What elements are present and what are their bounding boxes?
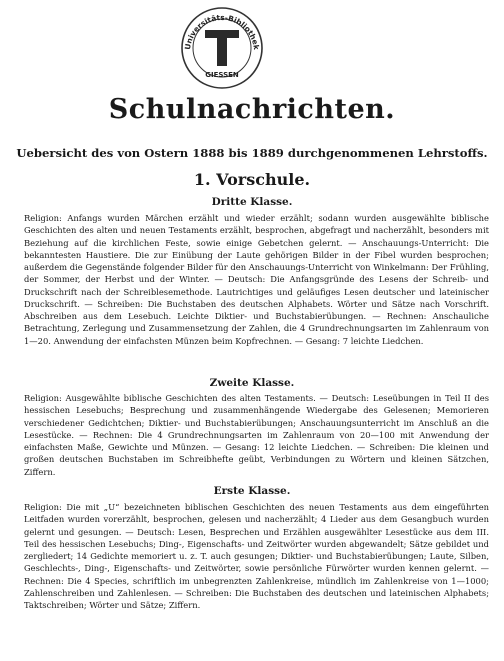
page-title: Schulnachrichten. xyxy=(108,94,396,125)
class-text-second: Religion: Ausgewählte biblische Geschichten des alten Testaments. — Deutsch: Leseübungen in Teil II des hessischen Lesebuchs; Besprechung und zusammenhängende Wiedergabe des Gelesenen; Memorieren verschiedener Gedichtchen; Diktier- und Buchstabierübungen; Anschauungsunterricht im Anschluß an die Lesestücke. — Rechnen: Die 4 Grundrechnungsarten im Zahlenraum von 20—100 mit Anwendung der einfachsten Maße, Gewichte und Münzen. — Gesang: 12 leichte Liedchen. — Schreiben: Die kleinen und großen deutschen Buchstaben im Schreibhefte geübt, Verbindungen zu Wörtern und kleinen Sätzchen, Ziffern. xyxy=(24,393,489,477)
svg-text:Universitäts-Bibliothek: Universitäts-Bibliothek xyxy=(183,12,261,51)
class-heading-second: Zweite Klasse. xyxy=(209,377,295,389)
class-heading-third: Dritte Klasse. xyxy=(211,196,293,208)
page-subtitle: Uebersicht des von Ostern 1888 bis 1889 durchgenommenen Lehrstoffs. xyxy=(16,146,488,160)
class-heading-first: Erste Klasse. xyxy=(213,485,291,497)
class-text-third: Religion: Anfangs wurden Märchen erzählt und wieder erzählt; sodann wurden ausgewählte biblische Geschichten des alten und neuen Testaments erzählt, besprochen, abgefragt und nacherzählt, besonders mit Beziehung auf die kirchlichen Feste, sowie einige Gebetchen gelernt. — Anschauungs-Unterricht: Die bekanntesten Haustiere. Die zur Einübung der Laute gehörigen Bilder in der Fibel wurden besprochen; außerdem die Gegenstände folgender Bilder für den Anschauungs-Unterricht von Winkelmann: Der Frühling, der Sommer, der Herbst und der Winter. — Deutsch: Die Anfangsgründe des Lesens der Schreib- und Druckschrift nach der Schreiblesemethode. Lautrichtiges und geläufiges Lesen deutscher und lateinischer Druckschrift. — Schreiben: Die Buchstaben des deutschen Alphabets. Wörter und Sätze nach Vorschrift. Abschreiben aus dem Lesebuch. Leichte Diktier- und Buchstabierübungen. — Rechnen: Anschauliche Betrachtung, Zerlegung und Zusammensetzung der Zahlen, die 4 Grundrechnungsarten im Zahlenraum von 1—20. Anwendung der einfachsten Münzen beim Kopfrechnen. — Gesang: 7 leichte Liedchen. xyxy=(24,213,489,346)
class-text-first: Religion: Die mit „U“ bezeichneten biblischen Geschichten des neuen Testaments aus dem eingeführten Leitfaden wurden vorerzählt, besprochen, gelesen und nacherzählt; 4 Lieder aus dem Gesangbuch wurden gelernt und gesungen. — Deutsch: Lesen, Besprechen und Erzählen ausgewählter Lesestücke aus dem III. Teil des hessischen Lesebuchs; Ding-, Eigenschafts- und Zeitwörter wurden abgewandelt; Sätze gebildet und zergliedert; 14 Gedichte memoriert u. z. T. auch gesungen; Diktier- und Buchstabierübungen; Laute, Silben, Geschlechts-, Ding-, Eigenschafts- und Zeitwörter, sowie persönliche Fürwörter wurden kennen gelernt. — Rechnen: Die 4 Species, schriftlich im unbegrenzten Zahlenkreise, mündlich im Zahlenkreise von 1—1000; Zahlenschreiben und Zahlenlesen. — Schreiben: Die Buchstaben des deutschen und lateinischen Alphabets; Taktschreiben; Wörter und Sätze; Ziffern. xyxy=(24,502,489,610)
stamp-city: GIESSEN xyxy=(205,71,239,79)
section-title: 1. Vorschule. xyxy=(193,170,311,189)
library-stamp xyxy=(180,6,264,90)
library-stamp-seal xyxy=(180,6,264,90)
